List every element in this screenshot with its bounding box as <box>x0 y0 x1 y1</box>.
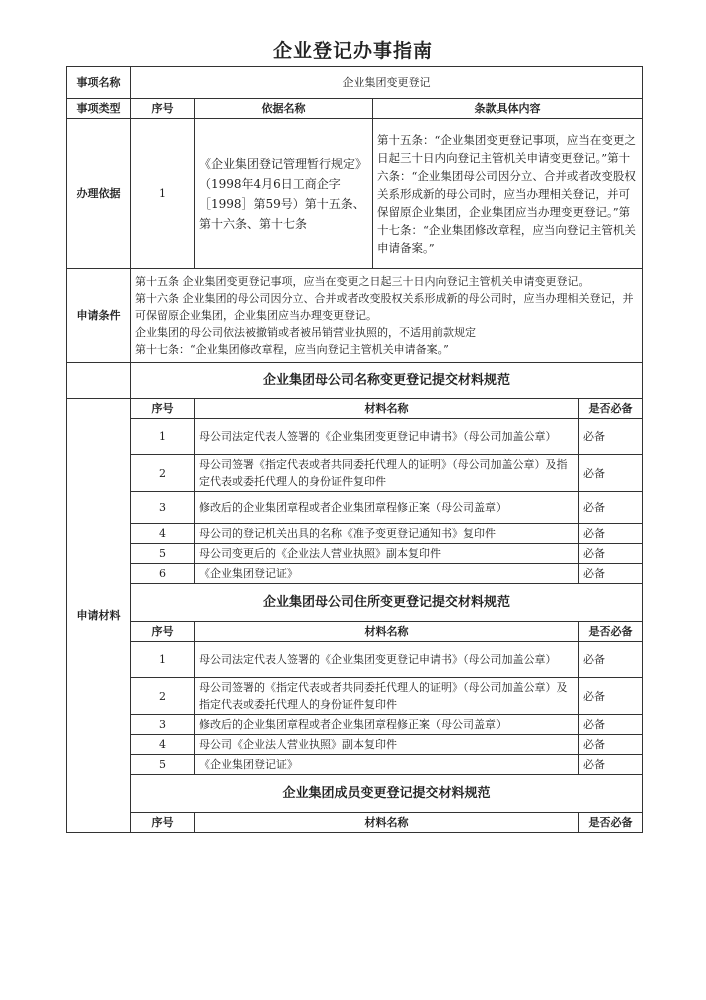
mat-no: 2 <box>131 455 195 492</box>
basis-no: 1 <box>131 119 195 269</box>
page-title: 企业登记办事指南 <box>272 40 433 62</box>
mat-name: 《企业集团登记证》 <box>195 564 579 584</box>
mat-header-req: 是否必备 <box>579 813 643 833</box>
mat-name: 修改后的企业集团章程或者企业集团章程修正案（母公司盖章） <box>195 715 579 735</box>
item-name-label: 事项名称 <box>67 67 131 99</box>
mat-header-no: 序号 <box>131 622 195 642</box>
section-title-3: 企业集团成员变更登记提交材料规范 <box>131 775 643 813</box>
mat-header-name: 材料名称 <box>195 399 579 419</box>
condition-line: 第十七条：“企业集团修改章程，应当向登记主管机关申请备案。” <box>135 343 449 356</box>
mat-req: 必备 <box>579 642 643 678</box>
mat-header-no: 序号 <box>131 813 195 833</box>
mat-no: 4 <box>131 524 195 544</box>
spacer-cell <box>67 363 131 399</box>
mat-name: 母公司的登记机关出具的名称《准予变更登记通知书》复印件 <box>195 524 579 544</box>
mat-req: 必备 <box>579 544 643 564</box>
mat-name: 母公司《企业法人营业执照》副本复印件 <box>195 735 579 755</box>
mat-header-name: 材料名称 <box>195 813 579 833</box>
mat-no: 5 <box>131 544 195 564</box>
mat-name: 母公司签署《指定代表或者共同委托代理人的证明》（母公司加盖公章）及指定代表或委托代理人的身份证件复印件 <box>195 455 579 492</box>
mat-req: 必备 <box>579 735 643 755</box>
basis-content: 第十五条：“企业集团变更登记事项，应当在变更之日起三十日内向登记主管机关申请变更登记。”第十六条：“企业集团母公司因分立、合并或者改变股权关系形成新的母公司时，应当办理相关登记，并可保留原企业集团，企业集团应当办理变更登记。”第十七条：“企业集团修改章程，应当向登记主管机关申请备案。” <box>373 119 643 269</box>
mat-req: 必备 <box>579 715 643 735</box>
mat-name: 《企业集团登记证》 <box>195 755 579 775</box>
mat-no: 2 <box>131 678 195 715</box>
mat-req: 必备 <box>579 678 643 715</box>
basis-header-name: 依据名称 <box>195 99 373 119</box>
mat-no: 5 <box>131 755 195 775</box>
conditions-label: 申请条件 <box>67 269 131 363</box>
type-label: 事项类型 <box>67 99 131 119</box>
basis-header-no: 序号 <box>131 99 195 119</box>
basis-label: 办理依据 <box>67 119 131 269</box>
condition-line: 企业集团的母公司依法被撤销或者被吊销营业执照的，不适用前款规定 <box>135 326 476 339</box>
mat-req: 必备 <box>579 524 643 544</box>
mat-no: 4 <box>131 735 195 755</box>
basis-header-content: 条款具体内容 <box>373 99 643 119</box>
mat-no: 3 <box>131 492 195 524</box>
mat-header-req: 是否必备 <box>579 622 643 642</box>
condition-line: 第十六条 企业集团的母公司因分立、合并或者改变股权关系形成新的母公司时，应当办理相关登记，并可保留原企业集团，企业集团应当办理变更登记。 <box>135 292 634 322</box>
condition-line: 第十五条 企业集团变更登记事项，应当在变更之日起三十日内向登记主管机关申请变更登记。 <box>135 275 590 288</box>
mat-no: 3 <box>131 715 195 735</box>
mat-no: 1 <box>131 642 195 678</box>
mat-req: 必备 <box>579 564 643 584</box>
mat-name: 母公司签署的《指定代表或者共同委托代理人的证明》（母公司加盖公章）及指定代表或委托代理人的身份证件复印件 <box>195 678 579 715</box>
mat-name: 母公司法定代表人签署的《企业集团变更登记申请书》（母公司加盖公章） <box>195 419 579 455</box>
mat-header-name: 材料名称 <box>195 622 579 642</box>
mat-header-req: 是否必备 <box>579 399 643 419</box>
mat-name: 母公司变更后的《企业法人营业执照》副本复印件 <box>195 544 579 564</box>
mat-name: 母公司法定代表人签署的《企业集团变更登记申请书》（母公司加盖公章） <box>195 642 579 678</box>
mat-no: 1 <box>131 419 195 455</box>
mat-req: 必备 <box>579 419 643 455</box>
mat-no: 6 <box>131 564 195 584</box>
mat-header-no: 序号 <box>131 399 195 419</box>
mat-req: 必备 <box>579 755 643 775</box>
section-title-2: 企业集团母公司住所变更登记提交材料规范 <box>131 584 643 622</box>
mat-name: 修改后的企业集团章程或者企业集团章程修正案（母公司盖章） <box>195 492 579 524</box>
item-name-value: 企业集团变更登记 <box>131 67 643 99</box>
section-title-1: 企业集团母公司名称变更登记提交材料规范 <box>131 363 643 399</box>
guide-table <box>66 66 642 833</box>
mat-req: 必备 <box>579 492 643 524</box>
mat-req: 必备 <box>579 455 643 492</box>
conditions-text <box>131 269 643 363</box>
materials-label: 申请材料 <box>67 399 131 833</box>
basis-name: 《企业集团登记管理暂行规定》（1998年4月6日工商企字［1998］第59号）第十五条、第十六条、第十七条 <box>195 119 373 269</box>
